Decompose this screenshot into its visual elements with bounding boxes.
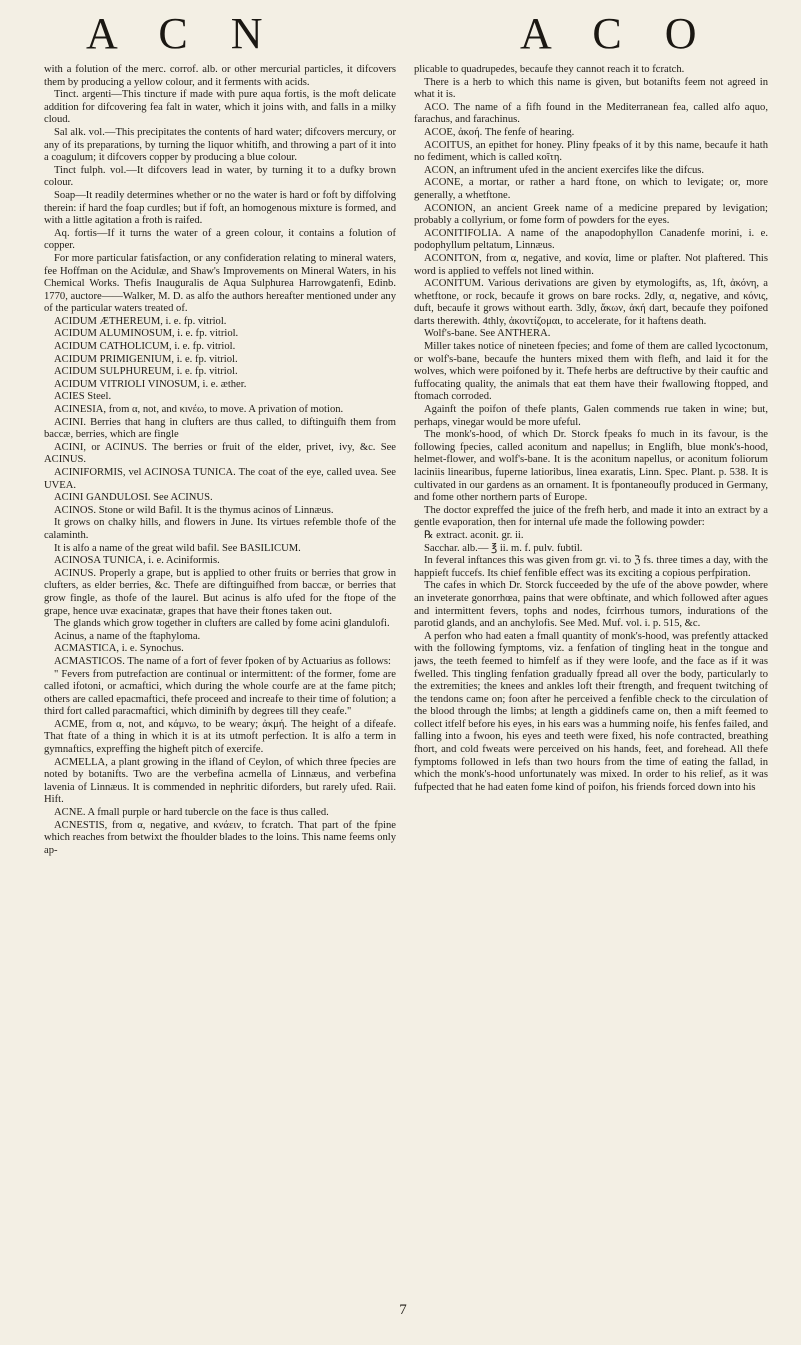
- paragraph: For more particular fatisfaction, or any confideration relating to mineral waters, fee Hoffman on the Acidulæ, and Shaw's Improvements on Mineral Waters, in his Chemical Works. Thefis Inauguralis de Aqua Sulphurea Harrowgatenfi, Edinb. 1770, auctore——Walker, M. D. as alfo the authors hereafter mentioned under any of the particular waters treated of.: [44, 252, 396, 315]
- paragraph: ACIDUM ALUMINOSUM, i. e. fp. vitriol.: [54, 328, 239, 340]
- paragraph: ACIDUM ÆTHEREUM, i. e. fp. vitriol.: [54, 315, 227, 327]
- paragraph: Sacchar. alb.— ℥ ii. m. f. pulv. fubtil.: [424, 542, 583, 554]
- paragraph: In feveral inftances this was given from gr. vi. to ℨ fs. three times a day, with the happieft fuccefs. Its chief fenfible effect was its exciting a copious perfpiration.: [414, 555, 768, 579]
- paragraph: ACIDUM VITRIOLI VINOSUM, i. e. æther.: [54, 378, 247, 390]
- paragraph: ACME, from α, not, and κάμνω, to be weary; ἀκμή. The height of a difeafe. That ftate of a thing in which it is at its utmoft perfection. It is alfo a term in gymnaftics, expreffing the higheft pitch of exercife.: [44, 718, 396, 756]
- paragraph: The monk's-hood, of which Dr. Storck fpeaks fo much in its favour, is the following fpecies, called aconitum and napellus; in Englifh, blue monk's-hood, helmet-flower, and wolf's-bane. It is the aconitum napellus, or aconitum foliorum laciniis linearibus, fuperne latioribus, linea exaratis, Linn. Spec. Plant. p. 538. It is cultivated in our gardens as an ornament. It is fpontaneoufly produced in Germany, and fome other northern parts of Europe.: [414, 429, 768, 504]
- paragraph: ACMASTICOS. The name of a fort of fever fpoken of by Actuarius as follows:: [54, 655, 391, 667]
- running-header: [0, 8, 801, 58]
- paragraph: Sal alk. vol.—This precipitates the contents of hard water; difcovers mercury, or any of its preparations, by turning the liquor whitifh, and throwing a part of it into a coagulum; it difcovers copper by producing a blue colour.: [44, 126, 396, 164]
- paragraph: ACNESTIS, from α, negative, and κνάειν, to fcratch. That part of the fpine which reaches from betwixt the fhoulder blades to the loins. This name feems only ap-: [44, 819, 396, 856]
- paragraph: A perfon who had eaten a fmall quantity of monk's-hood, was prefently attacked with the following fymptoms, viz. a fenfation of tingling heat in the tongue and jaws, the teeth feemed to himfelf as if they were loofe, and the face as if it was fwelled. This tingling fenfation gradually fpread all over the body, particularly to the extremities; the knees and ankles loft their ftrength, and frequent twitching of the tendons came on; foon after he perceived a fenfible check to the circulation of the blood through the limbs; at length a giddinefs came on, then a mift feemed to collect itfelf before his eyes, in his ears was a humming noife, his fenfes failed, and falling into a fwoon, his eyes and teeth were fixed, his nofe contracted, breathing fhort, and cold fweats were perceived on his hands, feet, and forehead. All thefe fymptoms followed in lefs than two hours from the time of eating the fallad, in which the monk's-hood unfortunately was mixed. In order to his relief, as it was fufpected that he had eaten fome kind of poifon, his friends forced down into his: [414, 630, 768, 793]
- paragraph: Acinus, a name of the ftaphyloma.: [54, 630, 201, 642]
- paragraph: Aq. fortis—If it turns the water of a green colour, it contains a folution of copper.: [44, 227, 396, 252]
- paragraph: Miller takes notice of nineteen fpecies; and fome of them are called lycoctonum, or wolf's-bane, becaufe the hunters mixed them with flefh, and laid it for the wolves, which were poifoned by it. Thefe herbs are deftructive by their cauftic and fuffocating quality, the animals that eat them have their fwallowing ftopped, and ftomach corroded.: [414, 341, 768, 403]
- paragraph: ACO. The name of a fifh found in the Mediterranean fea, called alfo aquo, farachus, and farachinus.: [414, 101, 768, 126]
- paragraph: ℞ extract. aconit. gr. ii.: [424, 529, 524, 541]
- paragraph: The cafes in which Dr. Storck fucceeded by the ufe of the above powder, where an inveterate gonorrhœa, pains that were obftinate, and which followed after agues and intermittent fevers, tophs and nodes, fcirrhous tumors, indurations of the parotid glands, and an anchylofis. See Med. Muf. vol. i. p. 515, &c.: [414, 580, 768, 630]
- paragraph: ACINESIA, from α, not, and κινέω, to move. A privation of motion.: [54, 404, 344, 416]
- paragraph: ACONION, an ancient Greek name of a medicine prepared by levigation; probably a collyrium, or fome form of powders for the eyes.: [414, 202, 768, 227]
- paragraph: It grows on chalky hills, and flowers in June. Its virtues refemble thofe of the calaminth.: [44, 517, 396, 541]
- paragraph: The glands which grow together in clufters are called by fome acini glandulofi.: [54, 618, 390, 630]
- paragraph: ACOITUS, an epithet for honey. Pliny fpeaks of it by this name, becaufe it hath no fediment, which is called κοῖτη.: [414, 139, 768, 164]
- paragraph: ACONITON, from α, negative, and κονία, lime or plafter. Not plaftered. This word is applied to veffels not lined within.: [414, 252, 768, 277]
- paragraph: ACIDUM PRIMIGENIUM, i. e. fp. vitriol.: [54, 353, 238, 365]
- paragraph: It is alfo a name of the great wild bafil. See BASILICUM.: [54, 542, 301, 554]
- paragraph: ACINOSA TUNICA, i. e. Aciniformis.: [54, 555, 220, 567]
- paragraph: ACNE. A fmall purple or hard tubercle on the face is thus called.: [54, 807, 329, 819]
- right-column: [414, 64, 768, 1304]
- paragraph: " Fevers from putrefaction are continual or intermittent: of the former, fome are called ifotoni, or acmaftici, which during the whole courfe are at the fame pitch; others are called epacmaftici, thefe proceed and increafe to their time of folution; a third fort called paracmaftici, which diminifh by degrees till they ceafe.": [44, 668, 396, 718]
- paragraph: with a folution of the merc. corrof. alb. or other mercurial particles, it difcovers them by producing a yellow colour, and it ferments with acids.: [44, 64, 396, 88]
- paragraph: ACOE, ἀκοή. The fenfe of hearing.: [424, 126, 575, 138]
- paragraph: ACONE, a mortar, or rather a hard ftone, on which to levigate; or, more generally, a whetftone.: [414, 177, 768, 201]
- paragraph: ACIDUM CATHOLICUM, i. e. fp. vitriol.: [54, 341, 236, 353]
- paragraph: Tinct fulph. vol.—It difcovers lead in water, by turning it to a dufky brown colour.: [44, 164, 396, 189]
- paragraph: ACINOS. Stone or wild Bafil. It is the thymus acinos of Linnæus.: [54, 504, 334, 516]
- paragraph: Wolf's-bane. See ANTHERA.: [424, 328, 551, 340]
- paragraph: plicable to quadrupedes, becaufe they cannot reach it to fcratch.: [414, 64, 685, 75]
- paragraph: ACMELLA, a plant growing in the ifland of Ceylon, of which three fpecies are noted by botanifts. Two are the verbefina acmella of Linnæus, and verbefina lavenia of Linnæus. It is commended in nephritic diforders, but rarely ufed. Raii. Hift.: [44, 756, 396, 806]
- paragraph: ACMASTICA, i. e. Synochus.: [54, 643, 184, 655]
- paragraph: There is a herb to which this name is given, but botanifts feem not agreed in what it is.: [414, 76, 768, 101]
- left-column: [44, 64, 396, 1304]
- left-header-word: A C N: [86, 9, 279, 58]
- paragraph: ACON, an inftrument ufed in the ancient exercifes like the difcus.: [424, 164, 705, 176]
- paragraph: Soap—It readily determines whether or no the water is hard or foft by diffolving therein: if hard the foap curdles; but if foft, an homogenous mixture is formed, and with a little agitation a froth is raifed.: [44, 189, 396, 227]
- paragraph: ACINI, or ACINUS. The berries or fruit of the elder, privet, ivy, &c. See ACINUS.: [44, 441, 396, 466]
- paragraph: Tinct. argenti—This tincture if made with pure aqua fortis, is the moft delicate addition for difcovering fea falt in water, which it joins with, and falls in a milky cloud.: [44, 89, 396, 126]
- paragraph: ACIES Steel.: [54, 391, 112, 403]
- paragraph: ACINI. Berries that hang in clufters are thus called, to diftinguifh them from baccæ, berries, which are fingle: [44, 416, 396, 441]
- paragraph: ACIDUM SULPHUREUM, i. e. fp. vitriol.: [54, 366, 238, 378]
- paragraph: ACONITUM. Various derivations are given by etymologifts, as, 1ft, ἀκόνη, a whetftone, or rock, becaufe it grows on bare rocks. 2dly, α, negative, and κόνις, duft, becaufe it grows without earth. 3dly, ἄκων, ἀκή dart, becaufe they poifoned darts therewith. 4thly, ἀκοντίζομαι, to accelerate, for it haftens death.: [414, 278, 768, 327]
- paragraph: ACINUS. Properly a grape, but is applied to other fruits or berries that grow in clufters, as elder berries, &c. Thefe are diftinguifhed from baccæ, or berries that grow fingle, as thofe of the laurel. But acinus is alfo ufed for the ftope of the grape, hence uvæ exacinatæ, grapes that have their ftones taken out.: [44, 567, 396, 617]
- page-number: 7: [399, 1302, 407, 1318]
- paragraph: ACINIFORMIS, vel ACINOSA TUNICA. The coat of the eye, called uvea. See UVEA.: [44, 467, 396, 491]
- paragraph: ACINI GANDULOSI. See ACINUS.: [54, 492, 213, 504]
- paragraph: ACONITIFOLIA. A name of the anapodophyllon Canadenfe morini, i. e. podophyllum peltatum, Linnæus.: [414, 227, 768, 252]
- right-header-word: A C O: [520, 9, 713, 58]
- paragraph: Againft the poifon of thefe plants, Galen commends rue taken in wine; but, perhaps, vinegar would be more ufeful.: [414, 404, 768, 428]
- paragraph: The doctor expreffed the juice of the frefh herb, and made it into an extract by a gentle evaporation, then for internal ufe made the following powder:: [414, 504, 768, 529]
